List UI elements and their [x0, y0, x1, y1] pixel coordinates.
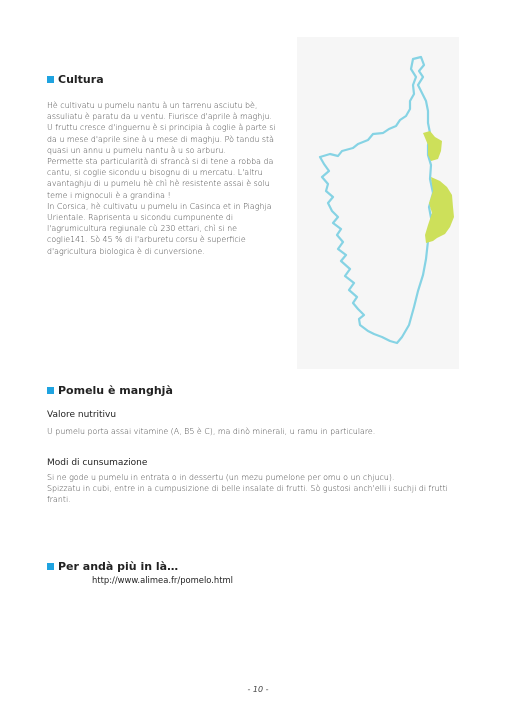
text-line: cantu, si coglie sicondu u bisognu di u mercatu. L'altru [47, 168, 263, 178]
section-heading-pumelu [47, 384, 173, 397]
bullet-square-icon [47, 387, 54, 394]
text-line: U fruttu cresce d'inguernu è si principia à coglie à parte si [47, 123, 276, 133]
valore-title: Valore nutritivu [47, 410, 117, 420]
bullet-square-icon [47, 563, 54, 570]
text-line: Si ne gode u pumelu in entrata o in dessertu (un mezu pumelone per omu o un chjucu). [47, 473, 395, 482]
heading-text: Cultura [58, 73, 104, 86]
text-line: franti. [47, 495, 71, 505]
corsica-map [297, 37, 459, 369]
valore-text: U pumelu porta assai vitamine (A, B5 è C), ma dinò minerali, u ramu in particulare. [47, 427, 376, 436]
heading-text: Pomelu è manghjà [58, 384, 173, 397]
section-heading-cultura [47, 73, 104, 86]
text-line: Spizzatu in cubi, entre in a cumpusizione di belle insalate di frutti. Sò gustosi anch'elli i suchji di frutti [47, 484, 448, 494]
text-line: d'agricultura biologica è di cunversione. [47, 246, 205, 256]
text-line: assuliatu è paratu da u ventu. Fiurisce d'aprile à maghju. [47, 112, 272, 122]
modi-title: Modi di cunsumazione [47, 458, 148, 468]
text-line: Urientale. Raprisenta u sicondu cumpunente di [47, 213, 234, 223]
modi-paragraph [47, 472, 472, 506]
text-line: l'agrumicultura regiunale cù 230 ettari, chì si ne [47, 224, 237, 234]
text-line: In Corsica, hè cultivatu u pumelu in Casinca et in Piaghja [47, 201, 272, 211]
bullet-square-icon [47, 76, 54, 83]
text-line: teme i mignoculi è a grandina ! [47, 190, 171, 200]
text-line: quasi un annu u pumelu nantu à u so arburu. [47, 145, 226, 155]
text-line: Permette sta particularità di sfrancà si di tene a robba da [47, 157, 274, 167]
text-line: da u mese d'aprile sine à u mese di maghju. Pò tandu stà [47, 134, 274, 144]
text-line: Hè cultivatu u pumelu nantu à un tarrenu asciutu bè, [47, 101, 258, 110]
corsica-region-casinca [423, 131, 442, 161]
section-heading-per-anda [47, 560, 178, 573]
reference-link[interactable]: http://www.alimea.fr/pomelo.html [92, 575, 233, 585]
text-line: avantaghju di u pumelu hè chì hè resistente assai è solu [47, 179, 270, 189]
corsica-outline [320, 57, 433, 343]
page-number: - 10 - [247, 685, 269, 694]
corsica-map-svg [297, 37, 459, 369]
cultura-paragraph [47, 100, 283, 257]
text-line: coglie141. Sò 45 % di l'arburetu corsu è superficie [47, 235, 246, 245]
heading-text: Per andà più in là… [58, 560, 179, 573]
